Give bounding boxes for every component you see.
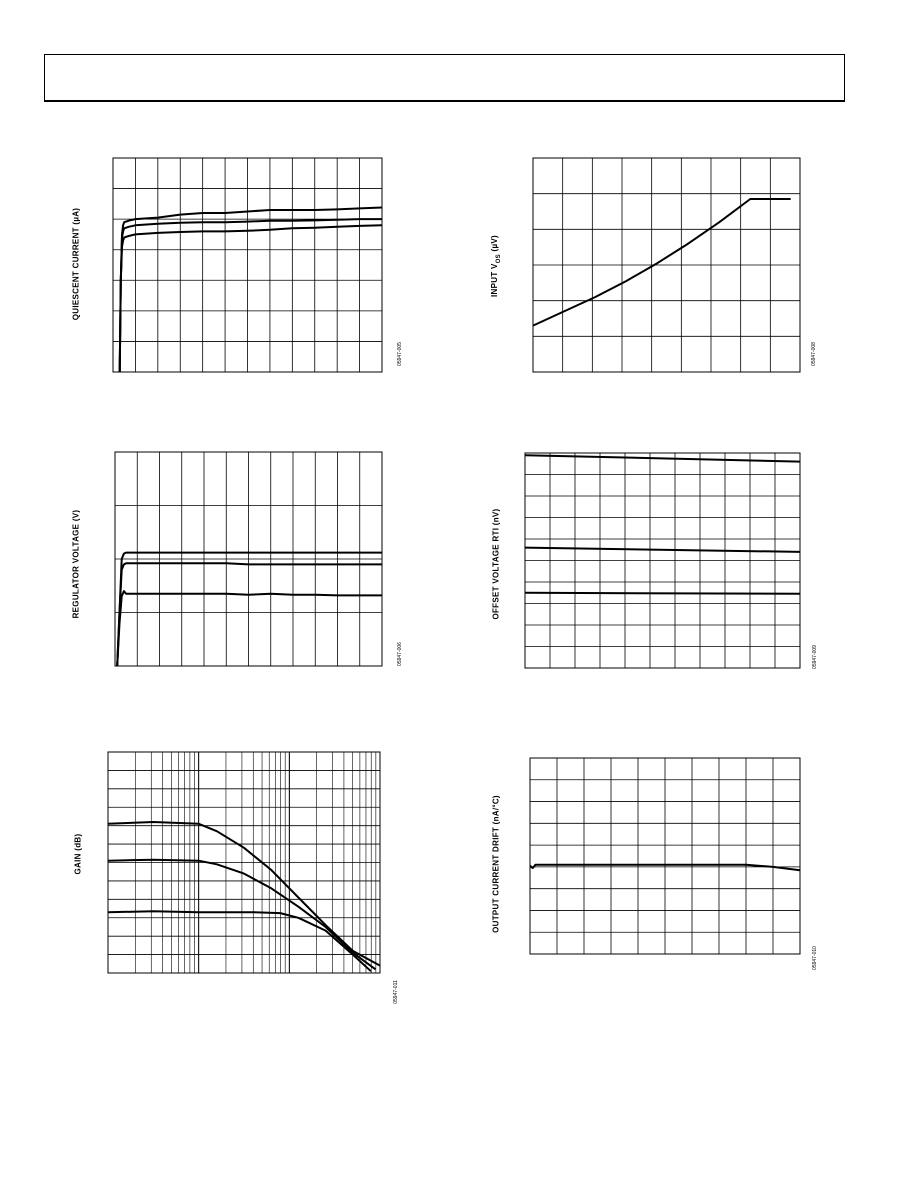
- plot-svg: [60, 440, 410, 690]
- figure-id: 05947-011: [393, 980, 399, 1004]
- plot-svg: [480, 740, 830, 990]
- chart-quiescent-current: [60, 140, 410, 390]
- series-line-1: [117, 553, 382, 666]
- figure-id: 05947-009: [812, 645, 818, 669]
- series-line-3: [117, 591, 382, 666]
- series-line-3: [108, 911, 371, 971]
- series-line-1: [533, 199, 791, 326]
- y-axis-label: REGULATOR VOLTAGE (V): [71, 509, 81, 619]
- chart-output-current-drift: [480, 740, 830, 990]
- chart-input-vos: [480, 140, 830, 390]
- y-axis-label: INPUT $V_{OS}$ (µV): [490, 235, 502, 297]
- chart-gain: [60, 740, 410, 1004]
- series-line-1: [525, 455, 800, 461]
- series-line-3: [525, 593, 800, 594]
- series-line-3: [120, 225, 382, 372]
- plot-svg: [480, 140, 830, 390]
- figure-id: 05947-010: [812, 946, 818, 970]
- series-line-2: [117, 563, 382, 666]
- figure-id: 05947-006: [397, 642, 403, 666]
- chart-offset-voltage-rti: [480, 440, 830, 690]
- series-line-2: [120, 219, 382, 372]
- figure-id: 05947-008: [811, 342, 817, 366]
- plot-svg: [60, 740, 410, 1000]
- y-axis-label: QUIESCENT CURRENT (µA): [71, 207, 81, 321]
- plot-svg: [60, 140, 410, 390]
- series-line-1: [108, 822, 380, 966]
- y-axis-label: GAIN (dB): [73, 833, 83, 875]
- series-line-2: [525, 548, 800, 552]
- plot-svg: [480, 440, 830, 690]
- chart-regulator-voltage: [60, 440, 410, 690]
- figure-id: 05947-005: [397, 342, 403, 366]
- page-header-box: [44, 54, 845, 102]
- y-axis-label: OUTPUT CURRENT DRIFT (nA/°C): [491, 795, 501, 933]
- y-axis-label: OFFSET VOLTAGE RTI (nV): [491, 508, 501, 620]
